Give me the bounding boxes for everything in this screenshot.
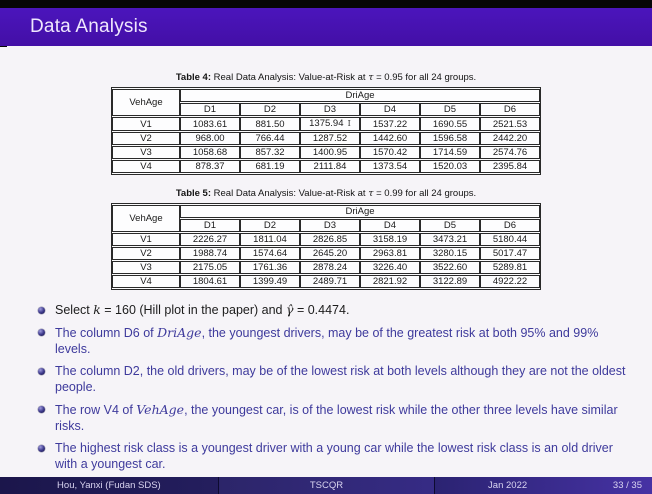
footer-page-number: 33 / 35: [612, 480, 642, 491]
table-row: [112, 233, 540, 246]
column-header: D6: [480, 103, 540, 116]
table-cell: 1537.22: [360, 117, 420, 131]
list-item: [38, 302, 630, 318]
text-segment: Real Data Analysis: Value-at-Risk at: [211, 72, 369, 83]
table-cell: 5180.44: [480, 233, 540, 246]
bullet-text: [55, 302, 349, 318]
text-segment: Table 4:: [175, 72, 212, 83]
table-cell: 881.50: [240, 117, 300, 131]
text-segment: γ̂: [285, 302, 294, 317]
column-header: D4: [360, 103, 420, 116]
text-segment: = 160 (Hill plot in the paper) and: [100, 303, 286, 317]
table-cell: 1373.54: [360, 160, 420, 173]
bullet-list: [38, 302, 630, 472]
column-header: D6: [480, 219, 540, 232]
table-cell: 2963.81: [360, 247, 420, 260]
table-cell: 5017.47: [480, 247, 540, 260]
text-segment: VehAge: [136, 401, 185, 417]
column-header: D3: [300, 103, 360, 116]
table-cell: 2878.24: [300, 261, 360, 274]
bullet-icon: [38, 307, 45, 314]
table-cell: 1596.58: [420, 132, 480, 145]
table-cell: 1399.49: [240, 275, 300, 288]
column-header: D5: [420, 103, 480, 116]
footer-author: Hou, Yanxi (Fudan SDS): [0, 477, 218, 494]
slide-title-bar: [0, 8, 652, 46]
table-row: [112, 117, 540, 131]
text-segment: Table 5:: [175, 188, 212, 199]
text-cursor-artifact: I: [347, 119, 351, 129]
table-cell: 1058.68: [180, 146, 240, 159]
table-cell: 3226.40: [360, 261, 420, 274]
table-row: [112, 261, 540, 274]
text-segment: = 0.95 for all 24 groups.: [373, 72, 477, 83]
column-header: D4: [360, 219, 420, 232]
table-row: [112, 247, 540, 260]
table-cell: 3122.89: [420, 275, 480, 288]
table-cell: 1988.74: [180, 247, 240, 260]
bullet-text: [55, 325, 630, 357]
list-item: [38, 325, 630, 357]
row-header: V3: [112, 146, 180, 159]
slide-content: [0, 46, 652, 477]
footer-date: Jan 2022: [488, 480, 528, 491]
table-cell: 2395.84: [480, 160, 540, 173]
table-cell: 1690.55: [420, 117, 480, 131]
column-group-header: DriAge: [180, 89, 540, 102]
table-cell: 3473.21: [420, 233, 480, 246]
tables-area: [0, 46, 652, 290]
text-segment: DriAge: [157, 324, 202, 340]
text-segment: Select: [55, 303, 94, 317]
text-segment: The highest risk class is a youngest driver with a young car while the lowest risk class is an old driver with a youngest car.: [55, 441, 613, 471]
row-group-header: VehAge: [112, 89, 180, 116]
footer-short-title: TSCQR: [218, 477, 434, 494]
table-cell: 766.44: [240, 132, 300, 145]
text-segment: k: [93, 302, 101, 317]
table-cell: 1714.59: [420, 146, 480, 159]
table-cell: 1804.61: [180, 275, 240, 288]
table-cell: 2226.27: [180, 233, 240, 246]
row-header: V1: [112, 233, 180, 246]
row-header: V1: [112, 117, 180, 131]
table-cell: 1400.95: [300, 146, 360, 159]
column-group-header: DriAge: [180, 205, 540, 218]
table-cell: 2111.84: [300, 160, 360, 173]
table-cell: 3522.60: [420, 261, 480, 274]
letterbox-strip: [0, 0, 652, 8]
table-cell: 2521.53: [480, 117, 540, 131]
table-cell: 5289.81: [480, 261, 540, 274]
list-item: [38, 363, 630, 395]
text-segment: The row V4 of: [55, 402, 137, 417]
bullet-icon: [38, 445, 45, 452]
text-segment: τ: [368, 188, 374, 199]
table-row: [112, 132, 540, 145]
bullet-text: [55, 440, 630, 472]
table-cell: 2442.20: [480, 132, 540, 145]
value-at-risk-table: [111, 87, 541, 175]
text-segment: , the youngest car, is of the lowest risk while the other three levels have similar risks.: [55, 402, 618, 433]
row-header: V4: [112, 160, 180, 173]
row-header: V3: [112, 261, 180, 274]
table-caption: [0, 46, 652, 83]
table-cell: 3158.19: [360, 233, 420, 246]
row-header: V2: [112, 247, 180, 260]
text-segment: τ: [368, 72, 374, 83]
table-cell: 2175.05: [180, 261, 240, 274]
column-header: D2: [240, 219, 300, 232]
table-cell: 2826.85: [300, 233, 360, 246]
table-row: [112, 160, 540, 173]
list-item: [38, 440, 630, 472]
bullet-text: [55, 363, 630, 395]
bullet-icon: [38, 329, 45, 336]
bullet-icon: [38, 406, 45, 413]
text-segment: , the youngest drivers, may be of the greatest risk at both 95% and 99% levels.: [55, 325, 599, 356]
value-at-risk-table: [111, 203, 541, 290]
text-segment: Real Data Analysis: Value-at-Risk at: [211, 188, 369, 199]
list-item: [38, 402, 630, 434]
table-row: [112, 275, 540, 288]
text-segment: The column D2, the old drivers, may be of the lowest risk at both levels although they are not the oldest people.: [55, 364, 626, 394]
footer-date-box: [434, 477, 652, 494]
table-cell: 4922.22: [480, 275, 540, 288]
row-header: V2: [112, 132, 180, 145]
column-header: D2: [240, 103, 300, 116]
table-cell: 878.37: [180, 160, 240, 173]
column-header: D1: [180, 103, 240, 116]
table-cell: 2645.20: [300, 247, 360, 260]
row-group-header: VehAge: [112, 205, 180, 232]
column-header: D5: [420, 219, 480, 232]
footer-bar: [0, 477, 652, 494]
bullet-text: [55, 402, 630, 434]
table-cell: 968.00: [180, 132, 240, 145]
table-caption: [0, 175, 652, 199]
bullet-icon: [38, 368, 45, 375]
table-cell: 1761.36: [240, 261, 300, 274]
text-segment: The column D6 of: [55, 325, 158, 340]
text-segment: = 0.4474.: [293, 303, 350, 317]
text-segment: = 0.99 for all 24 groups.: [373, 188, 477, 199]
table-cell: 1574.64: [240, 247, 300, 260]
table-row: [112, 146, 540, 159]
column-header: D1: [180, 219, 240, 232]
table-cell: 1287.52: [300, 132, 360, 145]
table-cell: 1811.04: [240, 233, 300, 246]
table-cell: 857.32: [240, 146, 300, 159]
table-cell: 2489.71: [300, 275, 360, 288]
table-cell: 2821.92: [360, 275, 420, 288]
table-cell: 681.19: [240, 160, 300, 173]
column-header: D3: [300, 219, 360, 232]
table-cell: 3280.15: [420, 247, 480, 260]
table-cell: 2574.76: [480, 146, 540, 159]
table-cell: 1442.60: [360, 132, 420, 145]
page-title: Data Analysis: [30, 16, 148, 37]
table-cell: 1570.42: [360, 146, 420, 159]
table-cell: 1375.94 I: [300, 117, 360, 131]
table-cell: 1520.03: [420, 160, 480, 173]
table-cell: 1083.61: [180, 117, 240, 131]
row-header: V4: [112, 275, 180, 288]
